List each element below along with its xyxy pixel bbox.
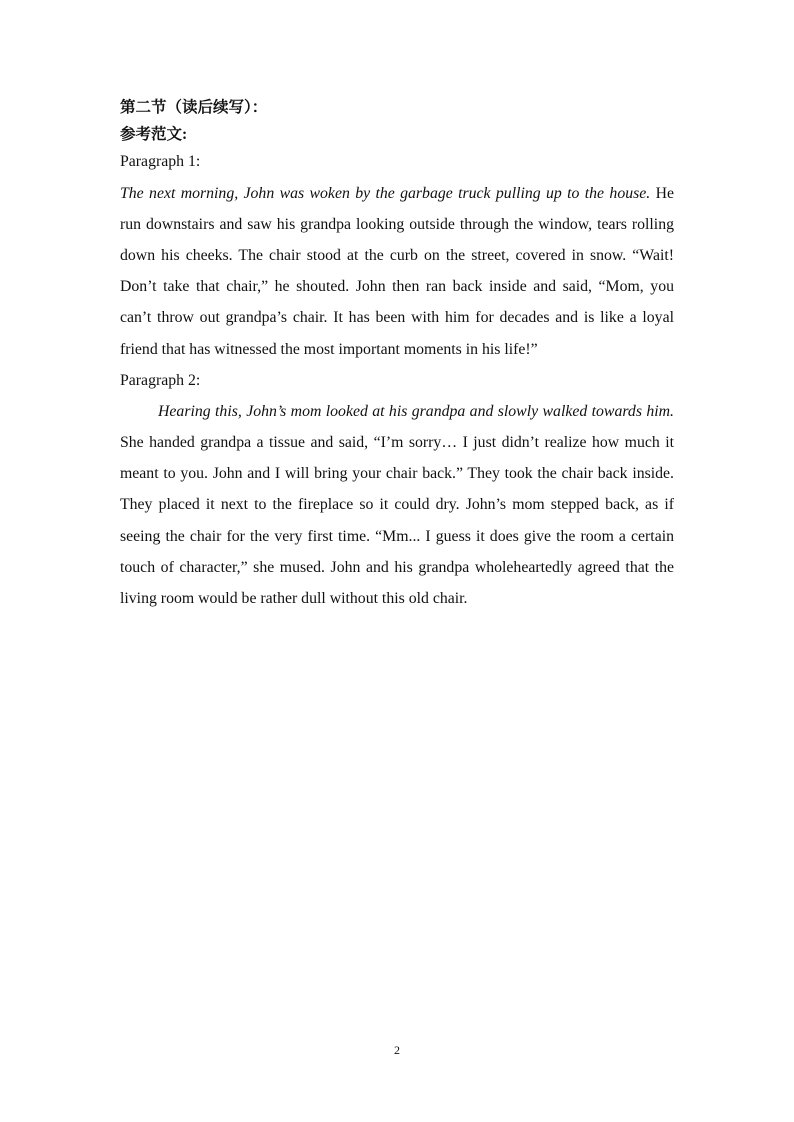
essay-body <box>120 146 674 614</box>
paragraph-2-line: touch of character,” she mused. John and his grandpa wholeheartedly agreed that the <box>120 558 674 576</box>
paragraph-1-line: can’t throw out grandpa’s chair. It has been with him for decades and is like a loyal <box>120 309 674 327</box>
paragraph-1-line: friend that has witnessed the most important moments in his life!” <box>120 340 538 358</box>
paragraph-2-line: They placed it next to the fireplace so it could dry. John’s mom stepped back, as if <box>120 496 674 514</box>
page-number: 2 <box>394 1043 400 1057</box>
paragraph-1-continuation: He <box>655 184 674 202</box>
paragraph-2-line: living room would be rather dull without this old chair. <box>120 590 468 608</box>
paragraph-1-label: Paragraph 1: <box>120 153 201 171</box>
paragraph-1-line: run downstairs and saw his grandpa looking outside through the window, tears rolling <box>120 215 674 233</box>
paragraph-1-given-sentence: The next morning, John was woken by the garbage truck pulling up to the house. <box>120 184 651 202</box>
section-title: 第二节（读后续写）： <box>120 99 268 116</box>
paragraph-2-line: meant to you. John and I will bring your chair back.” They took the chair back inside. <box>120 465 674 483</box>
paragraph-2-line: She handed grandpa a tissue and said, “I’m sorry… I just didn’t realize how much it <box>120 434 674 452</box>
paragraph-1-line: down his cheeks. The chair stood at the curb on the street, covered in snow. “Wait! <box>120 246 674 264</box>
paragraph-2-label: Paragraph 2: <box>120 371 201 389</box>
paragraph-1-line: Don’t take that chair,” he shouted. John then ran back inside and said, “Mom, you <box>120 278 674 296</box>
paragraph-2-given-sentence: Hearing this, John’s mom looked at his grandpa and slowly walked towards him. <box>158 402 674 420</box>
paragraph-2-line: seeing the chair for the very first time. “Mm... I guess it does give the room a certain <box>120 527 674 545</box>
paragraph-1-line <box>120 178 674 209</box>
subtitle: 参考范文: <box>120 126 188 143</box>
